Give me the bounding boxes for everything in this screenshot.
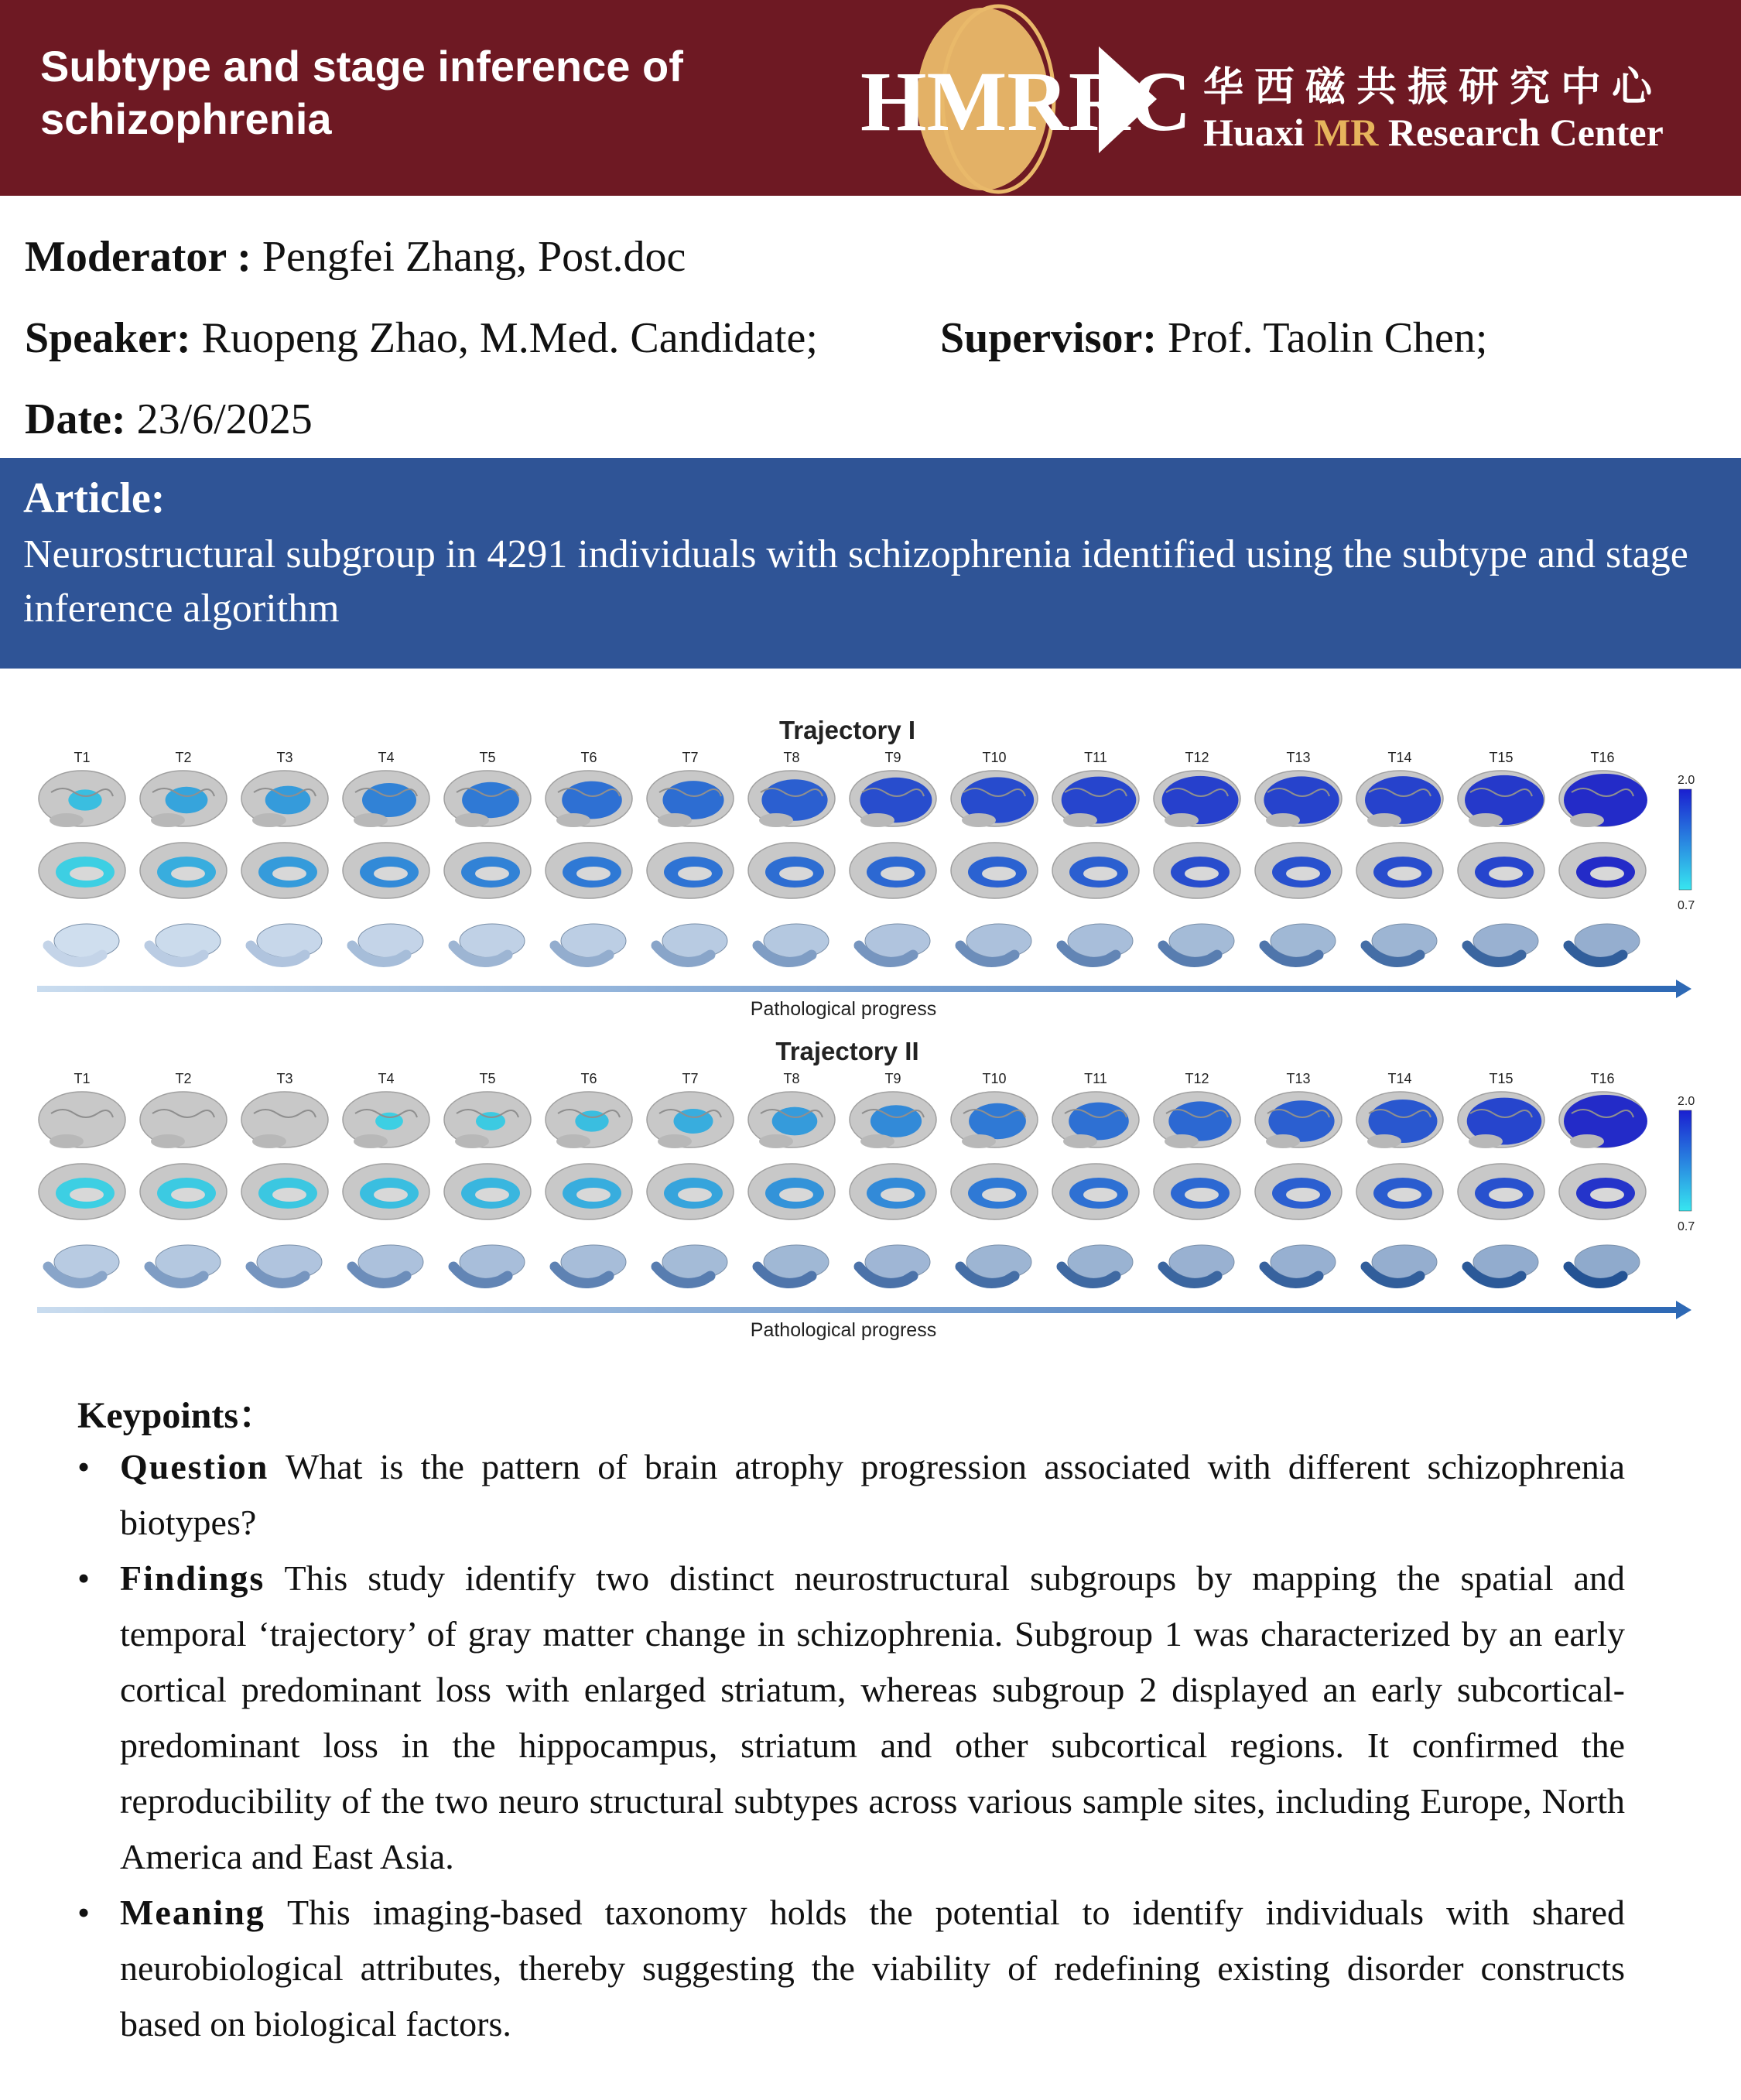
- stage-label: T7: [682, 1071, 699, 1086]
- lateral-cerebellum: [1367, 1134, 1401, 1148]
- medial-ventricle: [374, 1188, 408, 1202]
- medial-ventricle: [1083, 1188, 1117, 1202]
- medial-ventricle: [982, 867, 1016, 881]
- stage-label: T3: [276, 1071, 293, 1086]
- medial-ventricle: [171, 1188, 205, 1202]
- lateral-cerebellum: [962, 1134, 996, 1148]
- medial-ventricle: [678, 867, 712, 881]
- stage-label: T12: [1185, 1071, 1209, 1086]
- stage-label: T10: [982, 1071, 1007, 1086]
- lateral-cerebellum: [860, 1134, 894, 1148]
- lateral-cerebellum: [1367, 813, 1401, 827]
- page-title: Subtype and stage inference of schizophrenia: [40, 42, 683, 143]
- lateral-cerebellum: [1469, 813, 1503, 827]
- stage-label: T6: [580, 1071, 597, 1086]
- trajectory-figure: [31, 696, 1726, 1354]
- lateral-cerebellum: [151, 1134, 185, 1148]
- lateral-cerebellum: [658, 813, 692, 827]
- medial-ventricle: [1387, 1188, 1421, 1202]
- bullet-icon: •: [77, 1447, 91, 1486]
- stage-label: T8: [783, 750, 800, 765]
- lateral-cerebellum: [151, 813, 185, 827]
- scale-min-label: 0.7: [1678, 1220, 1695, 1233]
- trajectory-title: Trajectory I: [778, 716, 916, 744]
- stage-label: T5: [479, 1071, 496, 1086]
- medial-ventricle: [1489, 1188, 1523, 1202]
- lateral-cerebellum: [1266, 813, 1300, 827]
- medial-ventricle: [475, 1188, 509, 1202]
- article-title: Neurostructural subgroup in 4291 individuals with schizophrenia identified using the subtype and stage inference algorithm: [23, 532, 1688, 631]
- lateral-cerebellum: [50, 813, 84, 827]
- supervisor-line: Supervisor: Prof. Taolin Chen;: [940, 314, 1488, 362]
- medial-ventricle: [779, 867, 813, 881]
- lateral-cerebellum: [658, 1134, 692, 1148]
- keypoints-heading: Keypoints：: [77, 1395, 276, 1436]
- moderator-line: Moderator : Pengfei Zhang, Post.doc: [25, 233, 686, 281]
- lateral-cerebellum: [1266, 1134, 1300, 1148]
- stage-label: T8: [783, 1071, 800, 1086]
- lateral-atrophy: [562, 782, 622, 819]
- medial-ventricle: [272, 867, 306, 881]
- stage-label: T14: [1387, 1071, 1412, 1086]
- medial-ventricle: [1387, 867, 1421, 881]
- keypoint-meaning: • Meaning This imaging-based taxonomy holds the potential to identify individuals with shared neurobiological attributes, thereby suggesting the viability of redefining existing disorder constructs based on biological factors.: [77, 1885, 1625, 2052]
- keypoints-list: [77, 1439, 1625, 2052]
- medial-ventricle: [779, 1188, 813, 1202]
- stage-label: T7: [682, 750, 699, 765]
- lateral-atrophy: [462, 782, 519, 818]
- article-label: Article:: [23, 474, 166, 522]
- scale-min-label: 0.7: [1678, 899, 1695, 912]
- stage-label: T12: [1185, 750, 1209, 765]
- medial-ventricle: [171, 867, 205, 881]
- lateral-cerebellum: [354, 1134, 388, 1148]
- lateral-cerebellum: [759, 1134, 793, 1148]
- stage-label: T4: [378, 750, 395, 765]
- stage-label: T16: [1590, 1071, 1615, 1086]
- lateral-cerebellum: [556, 813, 590, 827]
- stage-label: T11: [1084, 750, 1107, 765]
- progress-arrow-shaft: [37, 986, 1678, 992]
- lateral-atrophy: [1069, 1103, 1129, 1141]
- lateral-cerebellum: [252, 1134, 286, 1148]
- stage-label: T16: [1590, 750, 1615, 765]
- medial-ventricle: [982, 1188, 1016, 1202]
- scale-max-label: 2.0: [1678, 774, 1695, 787]
- logo-english-text: Huaxi MR Research Center: [1203, 111, 1664, 154]
- lateral-cerebellum: [759, 813, 793, 827]
- lateral-cerebellum: [1063, 813, 1097, 827]
- lateral-cerebellum: [252, 813, 286, 827]
- lateral-cerebellum: [962, 813, 996, 827]
- medial-ventricle: [1489, 867, 1523, 881]
- trajectory-figure-svg: [31, 696, 1726, 1354]
- lateral-cerebellum: [354, 813, 388, 827]
- header-banner: [0, 0, 1741, 196]
- stage-label: T10: [982, 750, 1007, 765]
- progress-arrow-head: [1676, 980, 1691, 998]
- stage-label: T5: [479, 750, 496, 765]
- stage-label: T1: [74, 750, 91, 765]
- scale-max-label: 2.0: [1678, 1095, 1695, 1108]
- stage-label: T4: [378, 1071, 395, 1086]
- keypoint-findings: • Findings This study identify two distinct neurostructural subgroups by mapping the spatial and temporal ‘trajectory’ of gray matter change in schizophrenia. Subgroup 1 was characterized by an early cortical predominant loss with enlarged striatum, whereas subgroup 2 displayed an early subcortical-predominant loss in the hippocampus, striatum and other subcortical regions. It confirmed the reproducibility of the two neuro structural subtypes across various sample sites, including Europe, North America and East Asia.: [77, 1551, 1625, 1885]
- stage-label: T15: [1489, 750, 1514, 765]
- stage-label: T15: [1489, 1071, 1514, 1086]
- progress-label: Pathological progress: [750, 998, 937, 1020]
- lateral-cerebellum: [1469, 1134, 1503, 1148]
- lateral-cerebellum: [860, 813, 894, 827]
- logo-chinese-text: 华西磁共振研究中心: [1203, 64, 1664, 111]
- medial-ventricle: [1185, 867, 1219, 881]
- medial-ventricle: [70, 867, 104, 881]
- stage-label: T13: [1286, 1071, 1311, 1086]
- lateral-cerebellum: [556, 1134, 590, 1148]
- stage-label: T1: [74, 1071, 91, 1086]
- trajectory-title: Trajectory II: [775, 1037, 919, 1065]
- stage-label: T14: [1387, 750, 1412, 765]
- medial-ventricle: [374, 867, 408, 881]
- medial-ventricle: [475, 867, 509, 881]
- medial-ventricle: [1590, 1188, 1624, 1202]
- color-scale-bar: [1679, 789, 1691, 890]
- svg-text:HMRRC: HMRRC: [860, 54, 1192, 149]
- medial-ventricle: [1286, 1188, 1320, 1202]
- lateral-cerebellum: [1063, 1134, 1097, 1148]
- stage-label: T13: [1286, 750, 1311, 765]
- stage-label: T3: [276, 750, 293, 765]
- medial-ventricle: [576, 1188, 611, 1202]
- keypoint-question: • Question What is the pattern of brain atrophy progression associated with different schizophrenia biotypes?: [77, 1439, 1625, 1551]
- speaker-line: Speaker: Ruopeng Zhao, M.Med. Candidate;: [25, 314, 818, 362]
- lateral-cerebellum: [455, 1134, 489, 1148]
- progress-arrow-head: [1676, 1301, 1691, 1319]
- bullet-icon: •: [77, 1558, 91, 1598]
- medial-ventricle: [881, 867, 915, 881]
- stage-label: T6: [580, 750, 597, 765]
- progress-arrow-shaft: [37, 1307, 1678, 1313]
- stage-label: T9: [884, 1071, 901, 1086]
- lateral-atrophy: [969, 1103, 1026, 1139]
- medial-ventricle: [1590, 867, 1624, 881]
- progress-label: Pathological progress: [750, 1319, 937, 1341]
- lateral-cerebellum: [50, 1134, 84, 1148]
- stage-label: T11: [1084, 1071, 1107, 1086]
- lateral-cerebellum: [455, 813, 489, 827]
- article-section: [0, 458, 1741, 669]
- lateral-cerebellum: [1570, 1134, 1604, 1148]
- medial-ventricle: [272, 1188, 306, 1202]
- medial-ventricle: [70, 1188, 104, 1202]
- stage-label: T2: [175, 750, 192, 765]
- stage-label: T9: [884, 750, 901, 765]
- medial-ventricle: [678, 1188, 712, 1202]
- lateral-cerebellum: [1165, 1134, 1199, 1148]
- stage-label: T2: [175, 1071, 192, 1086]
- date-line: Date: 23/6/2025: [25, 395, 313, 443]
- bullet-icon: •: [77, 1893, 91, 1932]
- medial-ventricle: [1286, 867, 1320, 881]
- lateral-cerebellum: [1165, 813, 1199, 827]
- medial-ventricle: [1185, 1188, 1219, 1202]
- medial-ventricle: [1083, 867, 1117, 881]
- color-scale-bar: [1679, 1110, 1691, 1211]
- lateral-cerebellum: [1570, 813, 1604, 827]
- medial-ventricle: [576, 867, 611, 881]
- medial-ventricle: [881, 1188, 915, 1202]
